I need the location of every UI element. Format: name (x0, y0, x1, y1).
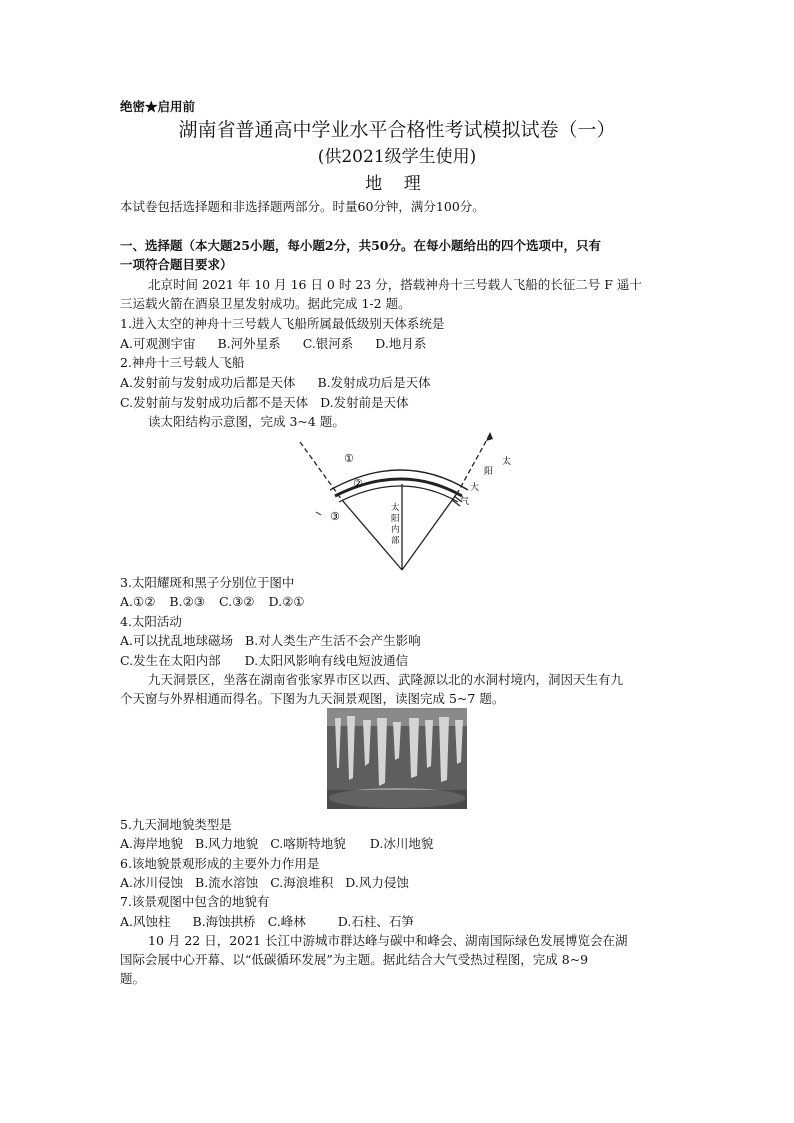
q7-option-a[interactable]: A.风蚀柱 (120, 914, 171, 929)
cave-landscape-photo (327, 708, 467, 809)
atmos-char-4: 气 (460, 497, 470, 507)
q5-option-a[interactable]: A.海岸地貌 (120, 836, 184, 851)
question-7-options (120, 913, 436, 931)
question-5-stem: 5.九天洞地貌类型是 (120, 817, 232, 832)
q2-option-d[interactable]: D.发射前是天体 (320, 395, 409, 410)
q4-option-b[interactable]: B.对人类生产生活不会产生影响 (245, 633, 421, 648)
passage-1-line2: 三运载火箭在酒泉卫星发射成功。据此完成 1-2 题。 (120, 296, 411, 311)
q1-option-b[interactable]: B.河外星系 (217, 336, 281, 351)
inner-char-1: 太 (391, 503, 400, 513)
question-7-stem: 7.该景观图中包含的地貌有 (120, 894, 270, 909)
atmos-char-1: 太 (502, 457, 512, 467)
inner-char-3: 内 (391, 525, 400, 535)
q2-option-c[interactable]: C.发射前与发射成功后都不是天体 (120, 395, 309, 410)
label-3: ③ (330, 510, 340, 523)
q5-option-d[interactable]: D.冰川地貌 (369, 836, 434, 851)
q2-option-a[interactable]: A.发射前与发射成功后都是天体 (120, 375, 296, 390)
label-1: ① (344, 452, 354, 465)
q6-option-d[interactable]: D.风力侵蚀 (345, 875, 409, 890)
question-4-options-row1 (120, 632, 443, 650)
q4-option-a[interactable]: A.可以扰乱地球磁场 (120, 633, 234, 648)
passage-4-line2: 国际会展中心开幕、以“低碳循环发展”为主题。据此结合大气受热过程图，完成 8~9 (120, 952, 589, 967)
passage-4-line3: 题。 (120, 971, 146, 986)
question-2-options-row1 (120, 374, 453, 392)
section-heading-line2: 一项符合题目要求） (120, 257, 233, 272)
q4-option-c[interactable]: C.发生在太阳内部 (120, 653, 221, 668)
inner-char-4: 部 (391, 536, 400, 546)
exam-intro: 本试卷包括选择题和非选择题两部分。时量60分钟，满分100分。 (120, 199, 485, 214)
question-4-stem: 4.太阳活动 (120, 614, 182, 629)
atmos-char-2: 阳 (484, 467, 494, 477)
question-2-stem: 2.神舟十三号载人飞船 (120, 355, 245, 370)
question-6-options (120, 874, 431, 892)
passage-3-line1: 九天洞景区，坐落在湖南省张家界市区以西、武隆源以北的水洞村境内，洞因天生有九 (148, 672, 624, 687)
q1-option-d[interactable]: D.地月系 (375, 336, 427, 351)
q6-option-b[interactable]: B.流水溶蚀 (195, 875, 259, 890)
q7-option-c[interactable]: C.峰林 (267, 914, 306, 929)
question-5-options (120, 835, 455, 853)
question-4-options-row2 (120, 652, 430, 670)
passage-4-line1: 10 月 22 日，2021 长江中游城市群达峰与碳中和峰会、湖南国际绿色发展博览会在湖 (148, 933, 628, 948)
question-1-stem: 1.进入太空的神舟十三号载人飞船所属最低级别天体系统是 (120, 316, 445, 331)
q7-option-b[interactable]: B.海蚀拱桥 (192, 914, 256, 929)
q6-option-c[interactable]: C.海浪堆积 (270, 875, 334, 890)
passage-1-line1: 北京时间 2021 年 10 月 16 日 0 时 23 分，搭载神舟十三号载人飞船的长征二号 F 遥十 (148, 277, 642, 292)
q3-option-d[interactable]: D.②① (268, 594, 305, 609)
q4-option-d[interactable]: D.太阳风影响有线电短波通信 (244, 653, 409, 668)
question-1-options (120, 335, 448, 353)
section-heading-line1: 一、选择题（本大题25小题，每小题2分，共50分。在每小题给出的四个选项中，只有 (120, 238, 601, 253)
q5-option-c[interactable]: C.喀斯特地貌 (270, 836, 346, 851)
passage-3-line2: 个天窗与外界相通而得名。下图为九天洞景观图，读图完成 5~7 题。 (120, 691, 505, 706)
q6-option-a[interactable]: A.冰川侵蚀 (120, 875, 184, 890)
passage-2-line1: 读太阳结构示意图，完成 3~4 题。 (148, 414, 345, 429)
sun-structure-diagram (290, 432, 520, 572)
question-3-options (120, 593, 326, 611)
label-2: ② (353, 477, 363, 490)
q2-option-b[interactable]: B.发射成功后是天体 (317, 375, 431, 390)
confidential-mark: 绝密★启用前 (120, 99, 196, 114)
question-2-options-row2 (120, 394, 431, 412)
question-3-stem: 3.太阳耀斑和黑子分别位于图中 (120, 575, 295, 590)
q5-option-b[interactable]: B.风力地貌 (195, 836, 259, 851)
q7-option-d[interactable]: D.石柱、石笋 (337, 914, 414, 929)
subject-title: 地 理 (365, 174, 429, 194)
exam-subtitle: (供2021级学生使用) (317, 147, 477, 167)
inner-char-2: 阳 (391, 514, 400, 524)
q1-option-a[interactable]: A.可观测宇宙 (120, 336, 196, 351)
q3-option-b[interactable]: B.②③ (169, 594, 205, 609)
q3-option-c[interactable]: C.③② (219, 594, 255, 609)
exam-title: 湖南省普通高中学业水平合格性考试模拟试卷（一） (178, 119, 616, 141)
q3-option-a[interactable]: A.①② (120, 594, 156, 609)
q1-option-c[interactable]: C.银河系 (302, 336, 354, 351)
atmos-char-3: 大 (470, 483, 480, 493)
question-6-stem: 6.该地貌景观形成的主要外力作用是 (120, 856, 320, 871)
